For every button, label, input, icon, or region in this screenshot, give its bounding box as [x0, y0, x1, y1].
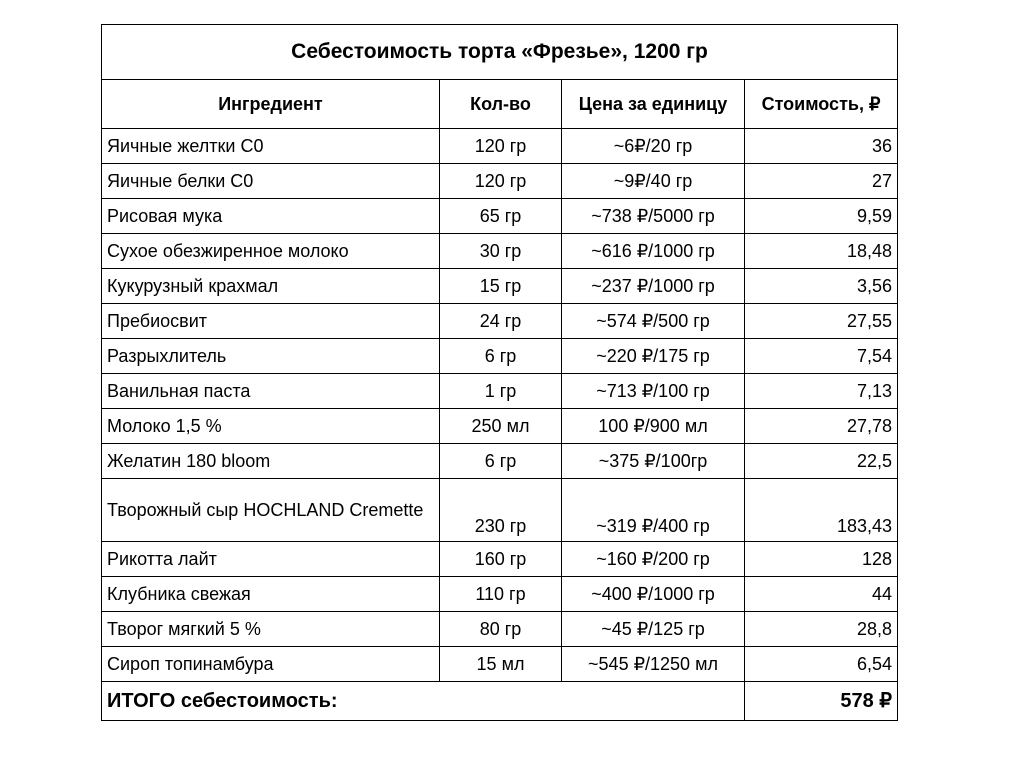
- ingredient-quantity: 15 мл: [440, 647, 562, 682]
- ingredient-quantity: 24 гр: [440, 304, 562, 339]
- table-row: [102, 199, 898, 234]
- ingredient-name: Разрыхлитель: [102, 339, 440, 374]
- ingredient-name: Творог мягкий 5 %: [102, 612, 440, 647]
- ingredient-name: Рикотта лайт: [102, 542, 440, 577]
- ingredient-quantity: 110 гр: [440, 577, 562, 612]
- ingredient-quantity: 80 гр: [440, 612, 562, 647]
- ingredient-unit-price: ~6₽/20 гр: [562, 129, 745, 164]
- ingredient-cost: 22,5: [745, 444, 898, 479]
- ingredient-quantity: 15 гр: [440, 269, 562, 304]
- ingredient-name: Сухое обезжиренное молоко: [102, 234, 440, 269]
- table-row: [102, 269, 898, 304]
- table-row: [102, 409, 898, 444]
- header-row: [102, 80, 898, 129]
- ingredient-unit-price: ~616 ₽/1000 гр: [562, 234, 745, 269]
- ingredient-cost: 28,8: [745, 612, 898, 647]
- ingredient-unit-price: ~545 ₽/1250 мл: [562, 647, 745, 682]
- ingredient-cost: 18,48: [745, 234, 898, 269]
- ingredient-name: Клубника свежая: [102, 577, 440, 612]
- ingredient-unit-price: ~574 ₽/500 гр: [562, 304, 745, 339]
- ingredient-name: Пребиосвит: [102, 304, 440, 339]
- ingredient-cost: 6,54: [745, 647, 898, 682]
- table-row: [102, 339, 898, 374]
- ingredient-cost: 183,43: [745, 479, 898, 542]
- ingredient-quantity: 120 гр: [440, 164, 562, 199]
- header-ingredient: Ингредиент: [102, 80, 440, 129]
- table-row: [102, 304, 898, 339]
- ingredient-unit-price: ~45 ₽/125 гр: [562, 612, 745, 647]
- ingredient-unit-price: ~738 ₽/5000 гр: [562, 199, 745, 234]
- ingredient-name: Яичные желтки С0: [102, 129, 440, 164]
- table-row: [102, 612, 898, 647]
- total-label: ИТОГО себестоимость:: [102, 682, 745, 721]
- ingredient-quantity: 30 гр: [440, 234, 562, 269]
- ingredient-quantity: 65 гр: [440, 199, 562, 234]
- ingredient-cost: 7,13: [745, 374, 898, 409]
- table-row: [102, 577, 898, 612]
- ingredient-cost: 7,54: [745, 339, 898, 374]
- ingredient-quantity: 230 гр: [440, 479, 562, 542]
- ingredient-name: Творожный сыр HOCHLAND Cremette: [102, 479, 440, 542]
- ingredient-quantity: 6 гр: [440, 339, 562, 374]
- ingredient-cost: 3,56: [745, 269, 898, 304]
- ingredient-unit-price: ~237 ₽/1000 гр: [562, 269, 745, 304]
- table-row: [102, 479, 898, 542]
- ingredient-quantity: 120 гр: [440, 129, 562, 164]
- table-row: [102, 542, 898, 577]
- table-row: [102, 374, 898, 409]
- ingredient-name: Желатин 180 bloom: [102, 444, 440, 479]
- ingredient-quantity: 160 гр: [440, 542, 562, 577]
- ingredient-name: Молоко 1,5 %: [102, 409, 440, 444]
- ingredient-quantity: 250 мл: [440, 409, 562, 444]
- ingredient-cost: 27: [745, 164, 898, 199]
- ingredient-name: Сироп топинамбура: [102, 647, 440, 682]
- ingredient-quantity: 6 гр: [440, 444, 562, 479]
- ingredient-name: Яичные белки С0: [102, 164, 440, 199]
- ingredient-name: Рисовая мука: [102, 199, 440, 234]
- table-row: [102, 129, 898, 164]
- header-unit-price: Цена за единицу: [562, 80, 745, 129]
- table-row: [102, 647, 898, 682]
- header-quantity: Кол-во: [440, 80, 562, 129]
- table-row: [102, 444, 898, 479]
- cost-table: [101, 24, 898, 721]
- ingredient-unit-price: ~220 ₽/175 гр: [562, 339, 745, 374]
- ingredient-unit-price: ~375 ₽/100гр: [562, 444, 745, 479]
- ingredient-unit-price: ~160 ₽/200 гр: [562, 542, 745, 577]
- title-row: [102, 25, 898, 80]
- table-row: [102, 164, 898, 199]
- ingredient-name: Кукурузный крахмал: [102, 269, 440, 304]
- ingredient-name: Ванильная паста: [102, 374, 440, 409]
- ingredient-quantity: 1 гр: [440, 374, 562, 409]
- ingredient-cost: 44: [745, 577, 898, 612]
- ingredient-cost: 128: [745, 542, 898, 577]
- table-row: [102, 234, 898, 269]
- header-cost: Стоимость, ₽: [745, 80, 898, 129]
- ingredient-unit-price: 100 ₽/900 мл: [562, 409, 745, 444]
- ingredient-unit-price: ~319 ₽/400 гр: [562, 479, 745, 542]
- total-row: [102, 682, 898, 721]
- ingredient-unit-price: ~713 ₽/100 гр: [562, 374, 745, 409]
- table-title: Себестоимость торта «Фрезье», 1200 гр: [102, 25, 898, 80]
- ingredient-unit-price: ~9₽/40 гр: [562, 164, 745, 199]
- total-value: 578 ₽: [745, 682, 898, 721]
- ingredient-cost: 9,59: [745, 199, 898, 234]
- ingredient-cost: 27,78: [745, 409, 898, 444]
- ingredient-unit-price: ~400 ₽/1000 гр: [562, 577, 745, 612]
- ingredient-cost: 27,55: [745, 304, 898, 339]
- ingredient-cost: 36: [745, 129, 898, 164]
